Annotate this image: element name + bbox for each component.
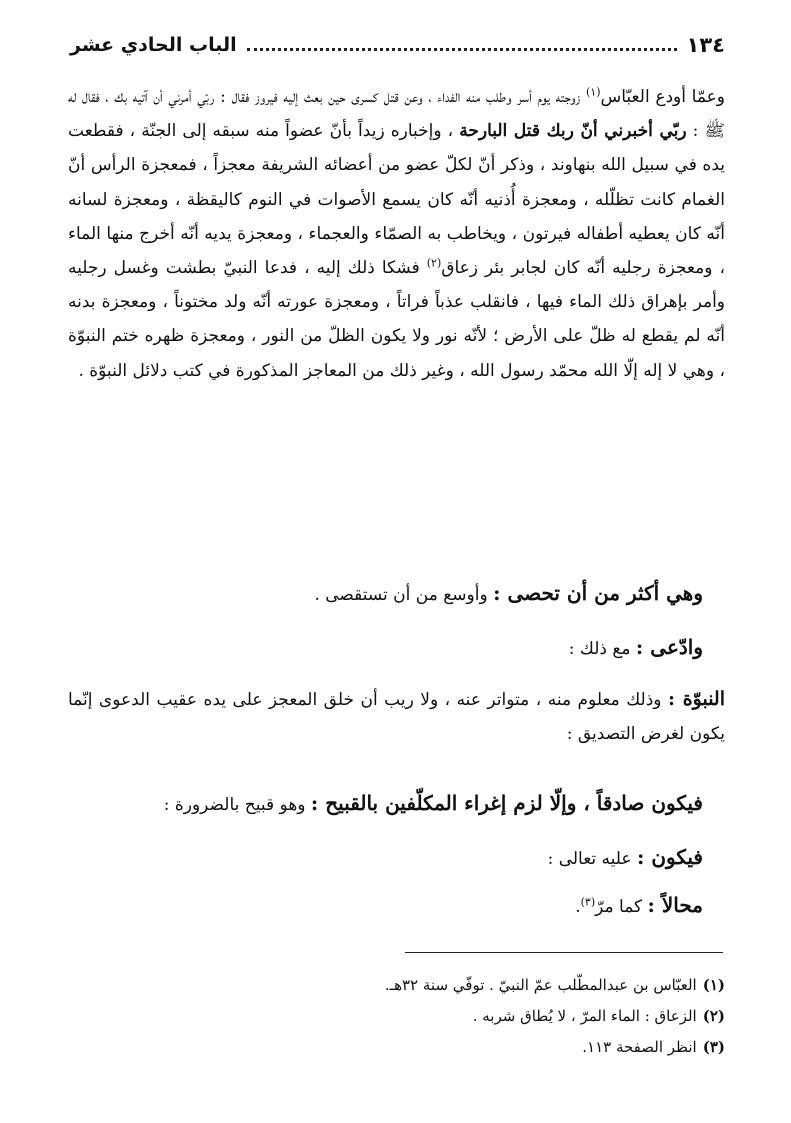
matn-term: فيكون صادقاً ، وإلّا لزم إغراء المكلّفين بالقبيح : (310, 791, 703, 815)
chapter-title: الباب الحادي عشر (70, 34, 237, 56)
sharh-text: كما مرّ (595, 897, 648, 917)
matn-term: فيكون : (636, 845, 703, 869)
footnote-text: انظر الصفحة ١١٣. (582, 1038, 697, 1056)
footnote-separator (405, 952, 723, 953)
matn-term: محالاً : (647, 893, 703, 917)
footnote-ref-3[interactable]: (٣) (580, 895, 596, 909)
footnote-number: (٢) (702, 1007, 725, 1025)
sharh-text: وهو قبيح بالضرورة : (163, 795, 311, 815)
matn-term: النبوّة : (668, 688, 725, 710)
text-segment: وعمّا أودع العبّاس (600, 87, 726, 107)
footnote-text: الزعاق : الماء المرّ ، لا يُطاق شربه . (472, 1007, 697, 1025)
matn-term: وهي أكثر من أن تحصى : (493, 581, 703, 605)
footnotes (68, 970, 725, 1063)
footnote-ref-2[interactable]: (٢) (426, 256, 442, 270)
line-claimed (68, 630, 703, 666)
footnote-ref-1[interactable]: (١) (585, 85, 601, 99)
line-countless (68, 576, 703, 612)
matn-term: وادّعى : (635, 635, 703, 659)
text-segment: فشكا ذلك إليه ، فدعا النبيّ بطشت وغسل رجليه وأمر بإهراق ذلك الماء فيها ، فانقلب عذباً فراتاً ، ومعجزة عورته أنّه ولد مختوناً ، ومعجزة بدنه أنّه لم يقطع له ظلّ على الأرض ؛ لأنّه نور ولا يكون الظلّ من النور ، ومعجزة ظهره ختم النبوّة ، وهي لا إله إلّا الله محمّد رسول الله ، وغير ذلك من المعاجز المذكورة في كتب دلائل النبوّة . (68, 258, 725, 381)
paragraph-miracles (68, 80, 725, 388)
sharh-text: وأوسع من أن تستقصى . (314, 585, 494, 605)
line-truthful (68, 786, 703, 822)
bold-quote: ربّي أخبرني أنّ ربك قتل البارحة (459, 121, 687, 142)
text-segment: زوجته يوم أسر وطلب منه الفداء ، وعن قتل كسرى حين بعث إليه فيروز فقال : ربّي أمرني أن آتيه بك ، فقال له ﷺ : (68, 87, 726, 142)
footnote-number: (١) (702, 976, 725, 994)
sharh-text: عليه تعالى : (547, 849, 637, 869)
line-impossible (68, 888, 703, 924)
paragraph-prophethood (68, 682, 725, 751)
footnote-2 (68, 1001, 725, 1032)
header-dotted-leader (247, 48, 677, 51)
footnote-text: العبّاس بن عبدالمطّلب عمّ النبيّ . توفّي سنة ٣٢هـ. (384, 976, 697, 994)
sharh-text: مع ذلك : (568, 639, 636, 659)
page-header (70, 26, 725, 64)
footnote-3 (68, 1032, 725, 1063)
footnote-number: (٣) (702, 1038, 725, 1056)
text-segment: ، وإخباره زيداً بأنّ عضواً منه سبقه إلى الجنّة ، فقطعت يده في سبيل الله بنهاوند ، وذكر أنّ لكلّ عضو من أعضائه الشريفة معجزاً ، فمعجزة الرأس أنّ الغمام كانت تظلّله ، ومعجزة أُذنيه أنّه كان يسمع الأصوات في النوم كاليقظة ، ومعجزة لسانه أنّه كان يعطيه أطفاله فيرتون ، ويخاطب به الصمّاء والعجماء ، ومعجزة يديه أنّه أخرج منها الماء ، ومعجزة رجليه أنّه كان لجابر بئر زعاق (68, 121, 725, 279)
footnote-1 (68, 970, 725, 1001)
sharh-text: وذلك معلوم منه ، متواتر عنه ، ولا ريب أن خلق المعجز على يده عقيب الدعوى إنّما يكون لغرض التصديق : (68, 690, 725, 744)
line-fa-yakun (68, 840, 703, 876)
page-number: ١٣٤ (686, 33, 725, 57)
sentence-end: . (575, 897, 581, 917)
